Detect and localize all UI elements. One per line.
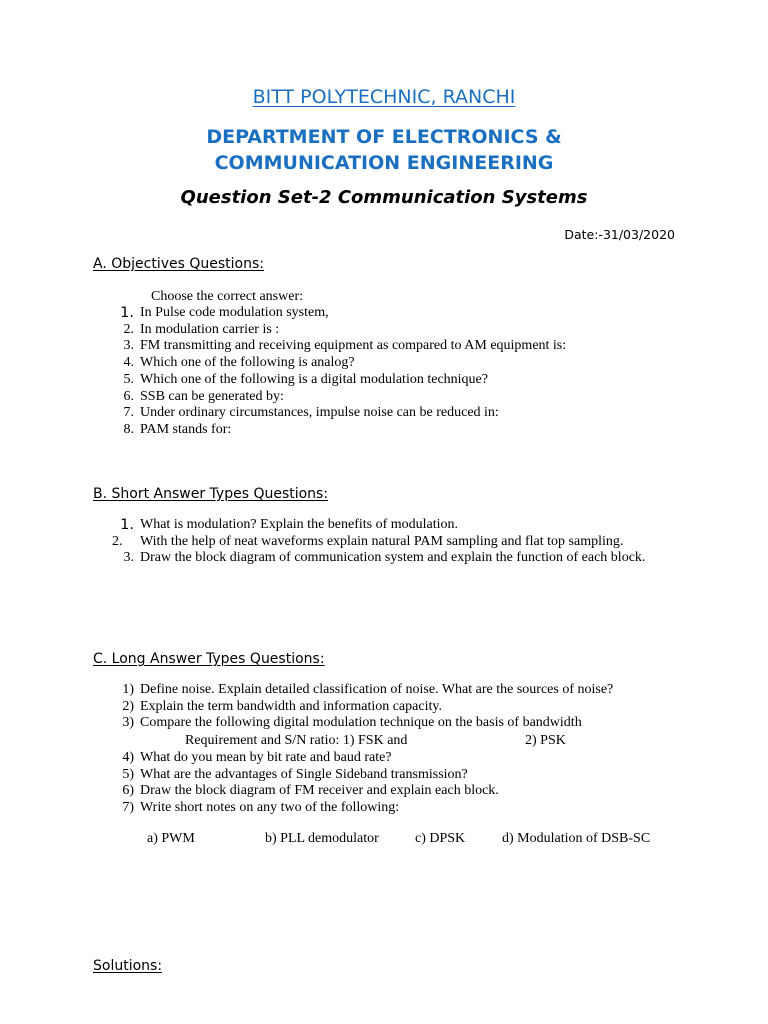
- section-b-heading: B. Short Answer Types Questions:: [93, 486, 329, 502]
- section-a-list: [112, 305, 677, 439]
- department-title: [0, 124, 768, 176]
- item-text: Draw the block diagram of FM receiver and explain each block.: [140, 783, 499, 799]
- item-number: 2.: [112, 533, 123, 549]
- item-text: Write short notes on any two of the following:: [140, 800, 400, 816]
- item-text: In Pulse code modulation system,: [140, 305, 329, 320]
- item-text: What are the advantages of Single Sideband transmission?: [140, 766, 468, 782]
- section-a-intro: Choose the correct answer:: [151, 289, 303, 304]
- list-item: [112, 715, 677, 732]
- item-text: FM transmitting and receiving equipment as compared to AM equipment is:: [140, 338, 567, 354]
- item-text: Which one of the following is a digital modulation technique?: [140, 371, 488, 387]
- item-3-psk: 2) PSK: [525, 733, 566, 748]
- list-item: [112, 682, 677, 699]
- department-line-2: COMMUNICATION ENGINEERING: [214, 152, 554, 174]
- item-text: What is modulation? Explain the benefits of modulation.: [140, 517, 459, 532]
- section-c-list-rest: [112, 750, 677, 817]
- item-number: 6.: [123, 388, 134, 404]
- list-item: [112, 389, 677, 406]
- item-number: 4): [122, 750, 134, 765]
- list-item: [112, 355, 677, 372]
- item-number: 2.: [123, 321, 134, 337]
- item-text: SSB can be generated by:: [140, 388, 284, 404]
- list-item: [112, 800, 677, 817]
- item-text: What do you mean by bit rate and baud rate?: [140, 750, 392, 765]
- option-d: d) Modulation of DSB-SC: [502, 831, 651, 846]
- list-item: [112, 372, 677, 389]
- list-item: [112, 783, 677, 800]
- item-number: 8.: [123, 421, 134, 437]
- section-b-list: [112, 517, 677, 567]
- solutions-heading: Solutions:: [93, 958, 163, 974]
- item-number: 1): [122, 682, 134, 697]
- list-item: [112, 322, 677, 339]
- list-item: [112, 422, 677, 439]
- item-number: 1.: [120, 517, 134, 533]
- option-c: c) DPSK: [415, 831, 466, 846]
- item-text: With the help of neat waveforms explain natural PAM sampling and flat top sampling.: [140, 533, 624, 549]
- item-number: 5.: [123, 371, 134, 387]
- list-item: [112, 405, 677, 422]
- item-number: 2): [122, 698, 134, 714]
- item-number: 6): [122, 783, 134, 799]
- item-3-cont-text: Requirement and S/N ratio: 1) FSK and: [185, 733, 408, 748]
- list-item: [112, 750, 677, 767]
- college-title: BITT POLYTECHNIC, RANCHI: [252, 86, 516, 108]
- item-text: Which one of the following is analog?: [140, 355, 355, 371]
- item-number: 3.: [123, 338, 134, 354]
- option-a: a) PWM: [147, 831, 195, 846]
- list-item: [112, 767, 677, 784]
- list-item: [112, 550, 677, 567]
- item-number: 1.: [120, 305, 134, 321]
- section-a-heading: A. Objectives Questions:: [93, 256, 264, 272]
- question-set-title: Question Set-2 Communication Systems: [180, 187, 588, 208]
- item-number: 5): [122, 766, 134, 782]
- list-item: [112, 699, 677, 716]
- item-text: Define noise. Explain detailed classification of noise. What are the sources of noise?: [140, 682, 614, 697]
- list-item: [112, 338, 677, 355]
- item-text: Draw the block diagram of communication system and explain the function of each block.: [140, 550, 646, 566]
- department-line-1: DEPARTMENT OF ELECTRONICS &: [206, 126, 562, 148]
- item-number: 3.: [123, 550, 134, 566]
- item-text: Explain the term bandwidth and information capacity.: [140, 698, 442, 714]
- list-item: [112, 305, 677, 322]
- item-text: Under ordinary circumstances, impulse noise can be reduced in:: [140, 405, 499, 421]
- item-number: 7): [122, 800, 134, 816]
- item-text: Compare the following digital modulation technique on the basis of bandwidth: [140, 715, 582, 731]
- date-label: Date:-31/03/2020: [564, 227, 675, 242]
- item-text: In modulation carrier is :: [140, 321, 280, 337]
- item-number: 3): [122, 715, 134, 731]
- section-c-heading: C. Long Answer Types Questions:: [93, 651, 325, 667]
- item-3-continuation: [185, 733, 566, 749]
- section-c-list: [112, 682, 677, 732]
- item-number: 7.: [123, 405, 134, 421]
- item-number: 4.: [123, 355, 134, 371]
- list-item: [112, 534, 677, 551]
- option-b: b) PLL demodulator: [265, 831, 379, 846]
- item-text: PAM stands for:: [140, 421, 232, 437]
- list-item: [112, 517, 677, 534]
